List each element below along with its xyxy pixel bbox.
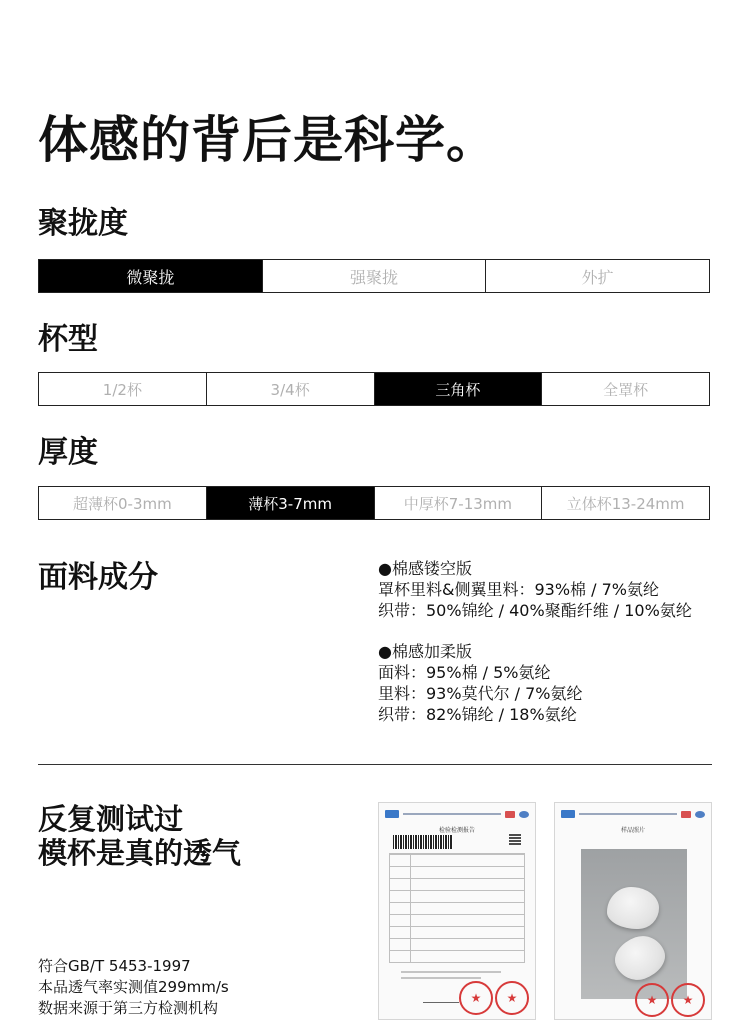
fabric-version-title: ●棉感加柔版 bbox=[378, 642, 472, 661]
photo-title: 样品照片 bbox=[620, 827, 645, 834]
fabric-group-soft bbox=[378, 641, 718, 725]
bra-cup-image bbox=[609, 930, 670, 987]
cnas-mark-icon bbox=[695, 811, 705, 818]
cma-mark-icon bbox=[505, 811, 515, 818]
institute-logo-icon bbox=[561, 810, 575, 818]
fabric-line: 里料：93%莫代尔 / 7%氨纶 bbox=[378, 684, 583, 703]
red-seal-icon: ★ bbox=[459, 981, 493, 1015]
claim-line: 反复测试过 bbox=[38, 802, 184, 836]
page-title: 体感的背后是科学。 bbox=[38, 111, 497, 169]
test-standard: 符合GB/T 5453-1997 bbox=[38, 957, 191, 975]
push-up-heading: 聚拢度 bbox=[38, 206, 128, 241]
report-header bbox=[561, 808, 705, 820]
institute-logo-icon bbox=[385, 810, 399, 818]
claim-line: 模杯是真的透气 bbox=[38, 836, 242, 870]
report-header bbox=[385, 808, 529, 820]
red-seal-icon: ★ bbox=[495, 981, 529, 1015]
cup-type-option-half[interactable]: 1/2杯 bbox=[102, 380, 142, 399]
fabric-line: 织带：82%锦纶 / 18%氨纶 bbox=[378, 705, 577, 724]
test-report-document bbox=[378, 802, 536, 1020]
cup-type-option-full[interactable]: 全罩杯 bbox=[541, 373, 709, 405]
report-table bbox=[389, 853, 525, 963]
push-up-option-micro[interactable]: 微聚拢 bbox=[39, 260, 262, 292]
red-seal-icon: ★ bbox=[635, 983, 669, 1017]
thickness-option-medium[interactable]: 中厚杯7-13mm bbox=[374, 487, 542, 519]
fabric-heading: 面料成分 bbox=[38, 560, 158, 595]
qr-code-icon bbox=[509, 833, 521, 845]
sample-photo-document bbox=[554, 802, 712, 1020]
push-up-option-outward[interactable]: 外扩 bbox=[485, 260, 709, 292]
cup-type-selector bbox=[38, 372, 710, 406]
push-up-option-strong[interactable]: 强聚拢 bbox=[262, 260, 486, 292]
sample-photo bbox=[581, 849, 687, 999]
fabric-composition bbox=[378, 558, 718, 745]
bra-cup-image bbox=[607, 887, 659, 929]
breathability-claim bbox=[38, 802, 241, 870]
fabric-version-title: ●棉感镂空版 bbox=[378, 559, 472, 578]
report-title: 检验检测报告 bbox=[438, 827, 475, 834]
cup-type-option-three-quarter[interactable]: 3/4杯 bbox=[206, 373, 374, 405]
fabric-line: 罩杯里料&侧翼里料：93%棉 / 7%氨纶 bbox=[378, 580, 659, 599]
thickness-option-thin[interactable]: 薄杯3-7mm bbox=[206, 487, 374, 519]
test-source: 数据来源于第三方检测机构 bbox=[38, 999, 219, 1017]
fabric-group-hollow bbox=[378, 558, 718, 621]
signature bbox=[423, 994, 459, 1003]
fabric-line: 织带：50%锦纶 / 40%聚酯纤维 / 10%氨纶 bbox=[378, 601, 692, 620]
section-divider bbox=[38, 764, 712, 765]
cma-mark-icon bbox=[681, 811, 691, 818]
red-seal-icon: ★ bbox=[671, 983, 705, 1017]
cup-type-heading: 杯型 bbox=[38, 322, 98, 357]
cnas-mark-icon bbox=[519, 811, 529, 818]
test-result: 本品透气率实测值299mm/s bbox=[38, 978, 229, 996]
thickness-selector bbox=[38, 486, 710, 520]
test-notes bbox=[38, 956, 229, 1019]
barcode-icon bbox=[393, 835, 453, 849]
thickness-option-3d[interactable]: 立体杯13-24mm bbox=[541, 487, 709, 519]
cup-type-option-triangle[interactable]: 三角杯 bbox=[374, 373, 542, 405]
thickness-heading: 厚度 bbox=[38, 435, 98, 470]
push-up-selector bbox=[38, 259, 710, 293]
thickness-option-ultra-thin[interactable]: 超薄杯0-3mm bbox=[73, 494, 172, 513]
fabric-line: 面料：95%棉 / 5%氨纶 bbox=[378, 663, 551, 682]
